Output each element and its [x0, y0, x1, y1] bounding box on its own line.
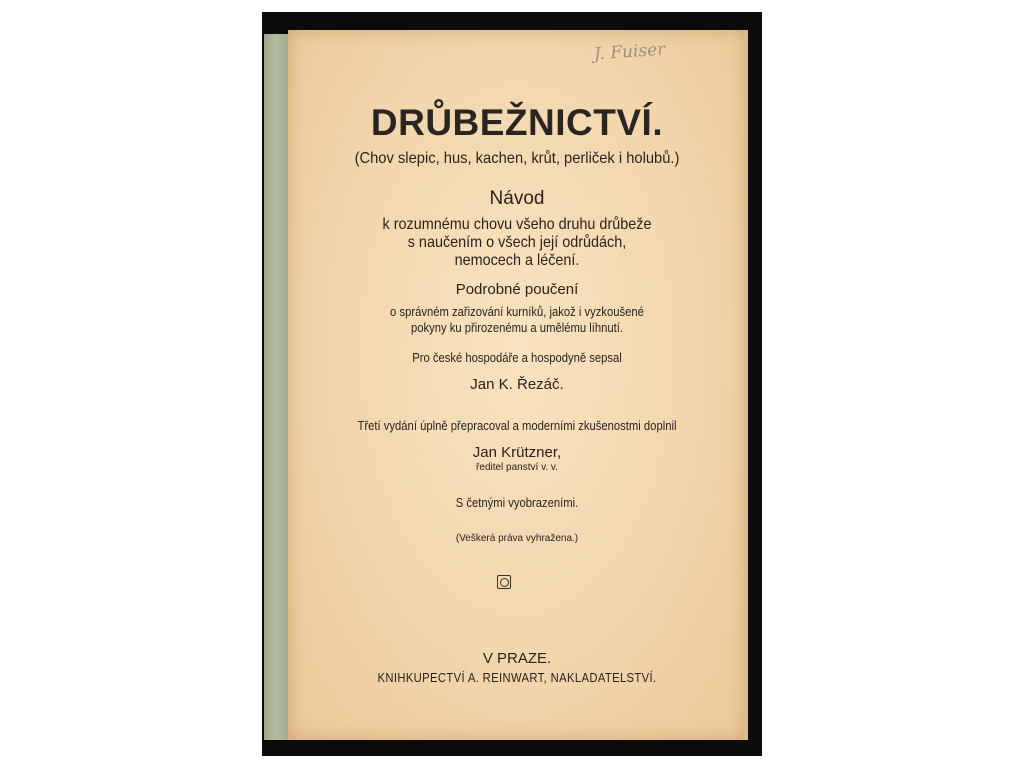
- handwritten-signature: J. Fuiser: [593, 39, 667, 65]
- publisher-line: KNIHKUPECTVÍ A. REINWART, NAKLADATELSTVÍ.: [377, 671, 657, 685]
- printer-mark-icon: [497, 575, 511, 589]
- detail-line: pokyny ku přirozenému a umělému líhnutí.: [410, 321, 623, 335]
- page-edge: [744, 30, 748, 740]
- publication-place: V PRAZE.: [482, 650, 552, 667]
- description-line: s naučením o všech její odrůdách,: [407, 234, 627, 251]
- title-page: [288, 30, 746, 740]
- detail-line: o správném zařizování kurníků, jakož i vyzkoušené: [390, 305, 644, 319]
- edition-note: Třetí vydání úplně přepracoval a moderními zkušenostmi doplnil: [357, 419, 677, 433]
- book-subtitle: (Chov slepic, hus, kachen, krůt, perliček i holubů.): [354, 150, 680, 167]
- illustrations-note: S četnými vyobrazeními.: [455, 496, 579, 510]
- section-heading-navod: Návod: [489, 188, 545, 209]
- editor-title: ředitel panství v. v.: [476, 462, 558, 473]
- author-name: Jan K. Řezáč.: [470, 376, 564, 393]
- rights-note: (Veškerá práva vyhražena.): [455, 533, 579, 544]
- section-heading-pouceni: Podrobné poučení: [455, 281, 579, 298]
- description-line: k rozumnému chovu všeho druhu drůbeže: [382, 216, 652, 233]
- dedication-line: Pro české hospodáře a hospodyně sepsal: [412, 351, 622, 365]
- editor-name: Jan Krützner,: [472, 444, 562, 461]
- description-line: nemocech a léčení.: [454, 252, 580, 269]
- book-title: DRŮBEŽNICTVÍ.: [370, 102, 664, 143]
- book-spine: [264, 34, 288, 740]
